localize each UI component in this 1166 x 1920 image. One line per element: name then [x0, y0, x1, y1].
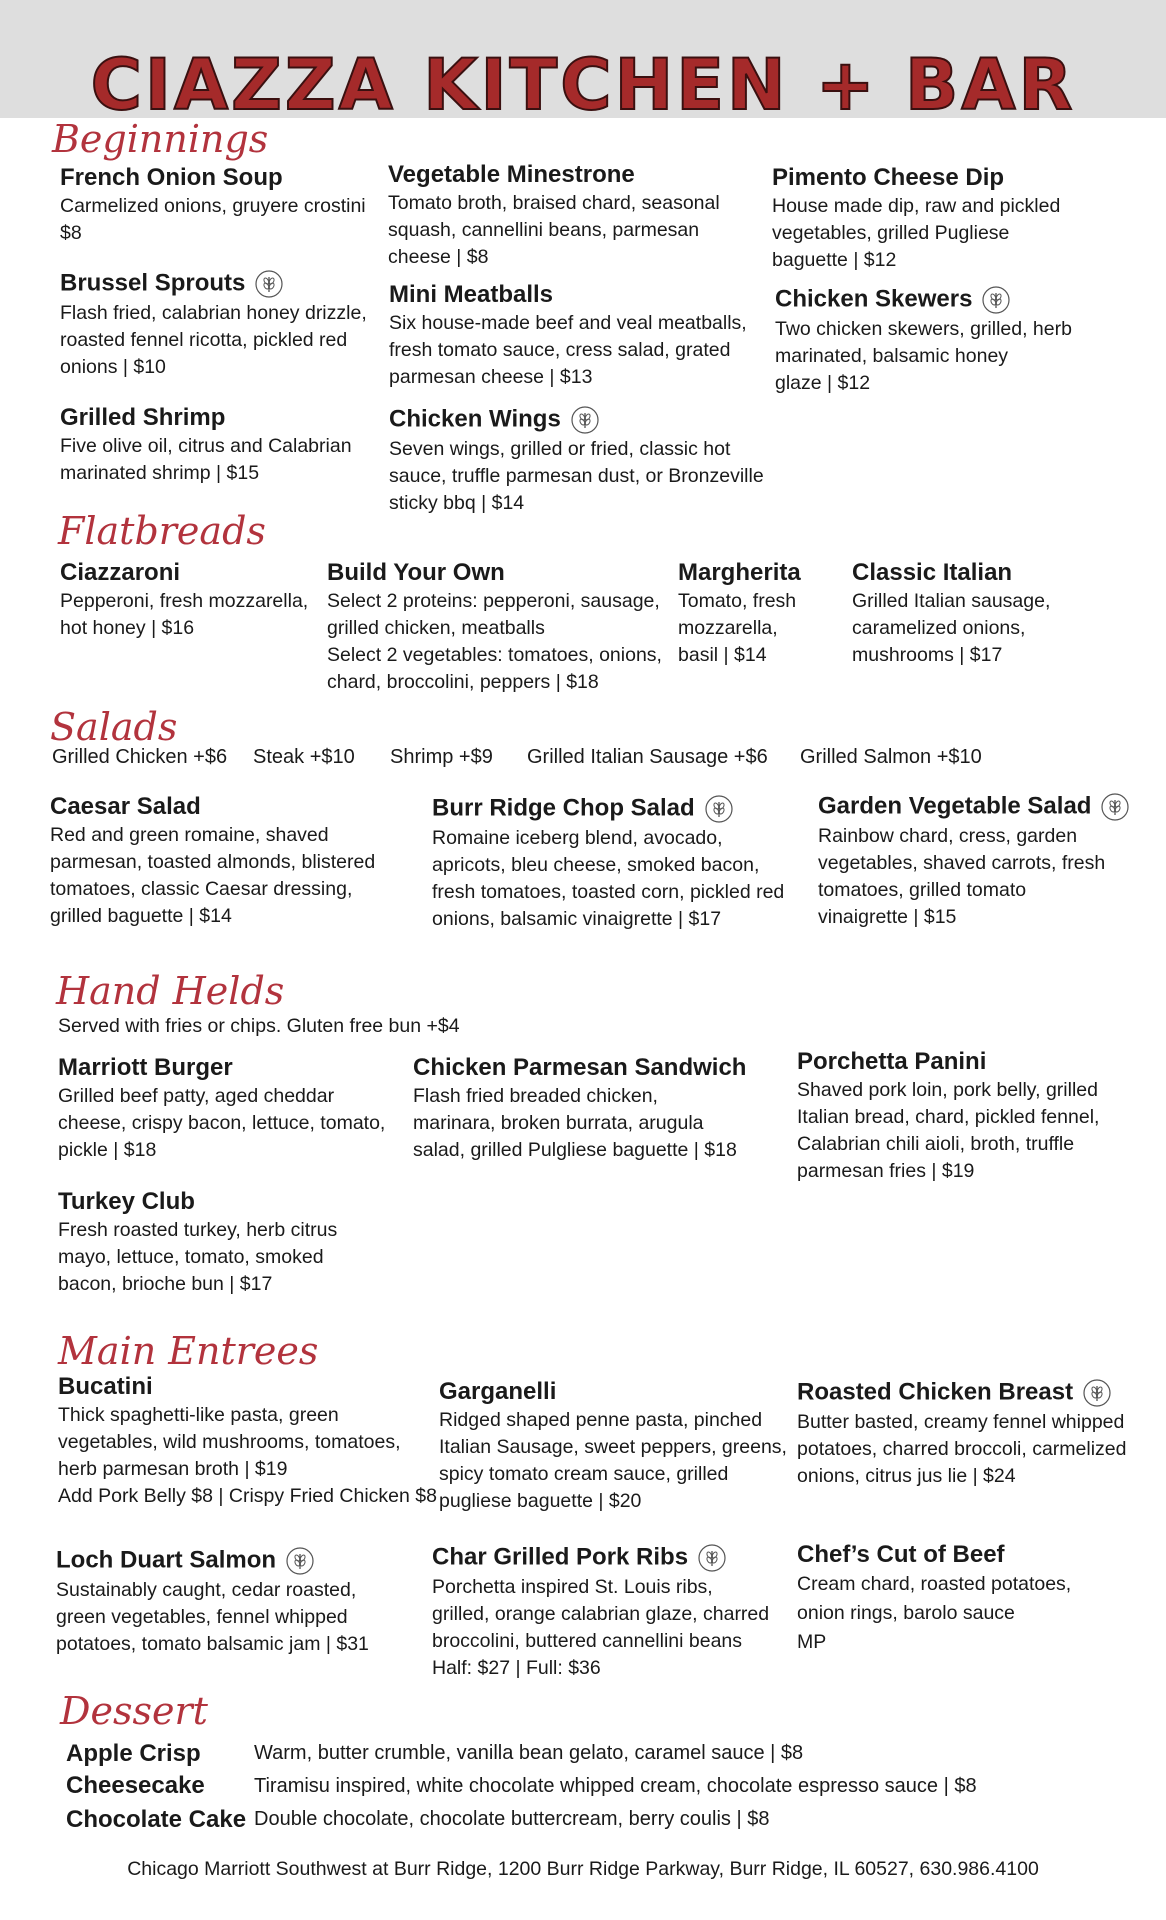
menu-item — [797, 1540, 1071, 1657]
menu-item — [413, 1053, 746, 1164]
item-name: French Onion Soup — [60, 164, 283, 191]
hand-helds-note: Served with fries or chips. Gluten free bun +$4 — [58, 1015, 460, 1037]
menu-item — [797, 1377, 1127, 1490]
dessert-name: Chocolate Cake — [66, 1806, 247, 1833]
gluten-free-icon — [703, 793, 735, 825]
salad-addon: Steak +$10 — [253, 746, 355, 768]
menu-item — [432, 793, 784, 933]
menu-item — [58, 1187, 337, 1298]
dessert-name: Apple Crisp — [66, 1740, 201, 1767]
item-name: Chicken Parmesan Sandwich — [413, 1054, 747, 1081]
item-name: Chicken Wings — [389, 404, 764, 436]
menu-item — [389, 280, 747, 391]
item-description: Butter basted, creamy fennel whipped potatoes, charred broccoli, carmelized onions, citrus jus lie | $24 — [797, 1411, 1127, 1487]
menu-item — [50, 792, 375, 930]
section-main-entrees: Main Entrees — [58, 1329, 319, 1373]
menu-item — [818, 791, 1131, 931]
item-name: Loch Duart Salmon — [56, 1545, 369, 1577]
menu-item — [678, 558, 801, 669]
section-hand-helds: Hand Helds — [56, 969, 285, 1013]
item-name: Grilled Shrimp — [60, 404, 226, 431]
item-name: Chef’s Cut of Beef — [797, 1541, 1005, 1568]
dessert-description: Double chocolate, chocolate buttercream, berry coulis | $8 — [254, 1808, 770, 1830]
menu-item — [58, 1372, 437, 1510]
item-description: House made dip, raw and pickled vegetables, grilled Pugliese baguette | $12 — [772, 195, 1061, 271]
gluten-free-icon — [569, 404, 601, 436]
item-description: Two chicken skewers, grilled, herb marinated, balsamic honey glaze | $12 — [775, 318, 1072, 394]
item-description: Porchetta inspired St. Louis ribs, grilled, orange calabrian glaze, charred broccolini, buttered cannellini beans Half: $27 | Full: $36 — [432, 1576, 770, 1679]
item-description: Rainbow chard, cress, garden vegetables, shaved carrots, fresh tomatoes, grilled tomato vinaigrette | $15 — [818, 825, 1106, 928]
item-description: Select 2 proteins: pepperoni, sausage, grilled chicken, meatballs Select 2 vegetables: tomatoes, onions, chard, broccolini, peppers | $18 — [327, 590, 662, 693]
section-salads: Salads — [50, 705, 178, 749]
menu-item — [432, 1542, 769, 1682]
item-name: Ciazzaroni — [60, 559, 181, 586]
item-description: Cream chard, roasted potatoes, onion rings, barolo sauce MP — [797, 1573, 1072, 1653]
menu-item — [56, 1545, 369, 1658]
item-name: Classic Italian — [852, 559, 1013, 586]
gluten-free-icon — [980, 284, 1012, 316]
item-name: Bucatini — [58, 1373, 153, 1400]
item-description: Carmelized onions, gruyere crostini $8 — [60, 195, 366, 244]
item-description: Ridged shaped penne pasta, pinched Italian Sausage, sweet peppers, greens, spicy tomato cream sauce, grilled pugliese baguette | $20 — [439, 1409, 787, 1512]
menu-item — [60, 163, 366, 247]
gluten-free-icon — [284, 1545, 316, 1577]
dessert-description: Warm, butter crumble, vanilla bean gelato, caramel sauce | $8 — [254, 1742, 804, 1764]
item-description: Fresh roasted turkey, herb citrus mayo, lettuce, tomato, smoked bacon, brioche bun | $17 — [58, 1219, 338, 1295]
item-name: Garden Vegetable Salad — [818, 791, 1131, 823]
item-name: Brussel Sprouts — [60, 268, 367, 300]
item-name: Build Your Own — [327, 559, 505, 586]
menu-item — [60, 403, 352, 487]
item-description: Thick spaghetti-like pasta, green vegetables, wild mushrooms, tomatoes, herb parmesan broth | $19 Add Pork Belly $8 | Crispy Fried Chicken $8 — [58, 1404, 437, 1507]
gluten-free-icon — [1099, 791, 1131, 823]
item-description: Seven wings, grilled or fried, classic hot sauce, truffle parmesan dust, or Bronzeville sticky bbq | $14 — [389, 438, 764, 514]
menu-item — [389, 404, 764, 517]
item-description: Grilled Italian sausage, caramelized onions, mushrooms | $17 — [852, 590, 1051, 666]
item-name: Roasted Chicken Breast — [797, 1377, 1127, 1409]
item-description: Flash fried breaded chicken, marinara, broken burrata, arugula salad, grilled Pulgliese baguette | $18 — [413, 1085, 737, 1161]
item-name: Margherita — [678, 559, 801, 586]
salad-addon: Shrimp +$9 — [390, 746, 493, 768]
section-beginnings: Beginnings — [52, 117, 269, 161]
gluten-free-icon — [1081, 1377, 1113, 1409]
item-name: Chicken Skewers — [775, 284, 1072, 316]
menu-item — [852, 558, 1050, 669]
item-name: Caesar Salad — [50, 793, 201, 820]
item-description: Shaved pork loin, pork belly, grilled Italian bread, chard, pickled fennel, Calabrian chili aioli, broth, truffle parmesan fries | $19 — [797, 1079, 1100, 1182]
item-description: Six house-made beef and veal meatballs, fresh tomato sauce, cress salad, grated parmesan cheese | $13 — [389, 312, 747, 388]
menu-item — [439, 1377, 787, 1515]
item-name: Garganelli — [439, 1378, 557, 1405]
menu-item — [60, 558, 308, 642]
menu-item — [797, 1047, 1099, 1185]
section-flatbreads: Flatbreads — [58, 509, 266, 553]
item-description: Tomato, fresh mozzarella, basil | $14 — [678, 590, 797, 666]
section-dessert: Dessert — [60, 1689, 208, 1733]
salad-addon: Grilled Italian Sausage +$6 — [527, 746, 768, 768]
salad-addon: Grilled Chicken +$6 — [52, 746, 228, 768]
dessert-name: Cheesecake — [66, 1772, 205, 1799]
item-description: Flash fried, calabrian honey drizzle, roasted fennel ricotta, pickled red onions | $10 — [60, 302, 367, 378]
menu-item — [60, 268, 367, 381]
menu-item — [58, 1053, 385, 1164]
dessert-description: Tiramisu inspired, white chocolate whipped cream, chocolate espresso sauce | $8 — [254, 1775, 977, 1797]
item-name: Marriott Burger — [58, 1054, 233, 1081]
salad-addon: Grilled Salmon +$10 — [800, 746, 982, 768]
item-name: Vegetable Minestrone — [388, 161, 635, 188]
item-name: Mini Meatballs — [389, 281, 554, 308]
item-name: Burr Ridge Chop Salad — [432, 793, 784, 825]
item-description: Tomato broth, braised chard, seasonal squash, cannellini beans, parmesan cheese | $8 — [388, 192, 720, 268]
item-description: Romaine iceberg blend, avocado, apricots, bleu cheese, smoked bacon, fresh tomatoes, toasted corn, pickled red onions, balsamic vinaigrette | $17 — [432, 827, 785, 930]
item-name: Turkey Club — [58, 1188, 195, 1215]
item-description: Red and green romaine, shaved parmesan, toasted almonds, blistered tomatoes, classic Caesar dressing, grilled baguette | $14 — [50, 824, 376, 927]
item-name: Pimento Cheese Dip — [772, 164, 1005, 191]
menu-title: CIAZZA KITCHEN + BAR — [90, 44, 1076, 126]
gluten-free-icon — [696, 1542, 728, 1574]
menu-item — [327, 558, 662, 696]
item-name: Porchetta Panini — [797, 1048, 987, 1075]
item-description: Grilled beef patty, aged cheddar cheese, crispy bacon, lettuce, tomato, pickle | $18 — [58, 1085, 386, 1161]
footer-address: Chicago Marriott Southwest at Burr Ridge, 1200 Burr Ridge Parkway, Burr Ridge, IL 60527, 630.986.4100 — [127, 1858, 1039, 1880]
item-name: Char Grilled Pork Ribs — [432, 1542, 769, 1574]
gluten-free-icon — [253, 268, 285, 300]
item-description: Pepperoni, fresh mozzarella, hot honey | $16 — [60, 590, 309, 639]
item-description: Five olive oil, citrus and Calabrian marinated shrimp | $15 — [60, 435, 352, 484]
menu-item — [388, 160, 720, 271]
menu-item — [772, 163, 1060, 274]
item-description: Sustainably caught, cedar roasted, green vegetables, fennel whipped potatoes, tomato balsamic jam | $31 — [56, 1579, 369, 1655]
menu-item — [775, 284, 1072, 397]
